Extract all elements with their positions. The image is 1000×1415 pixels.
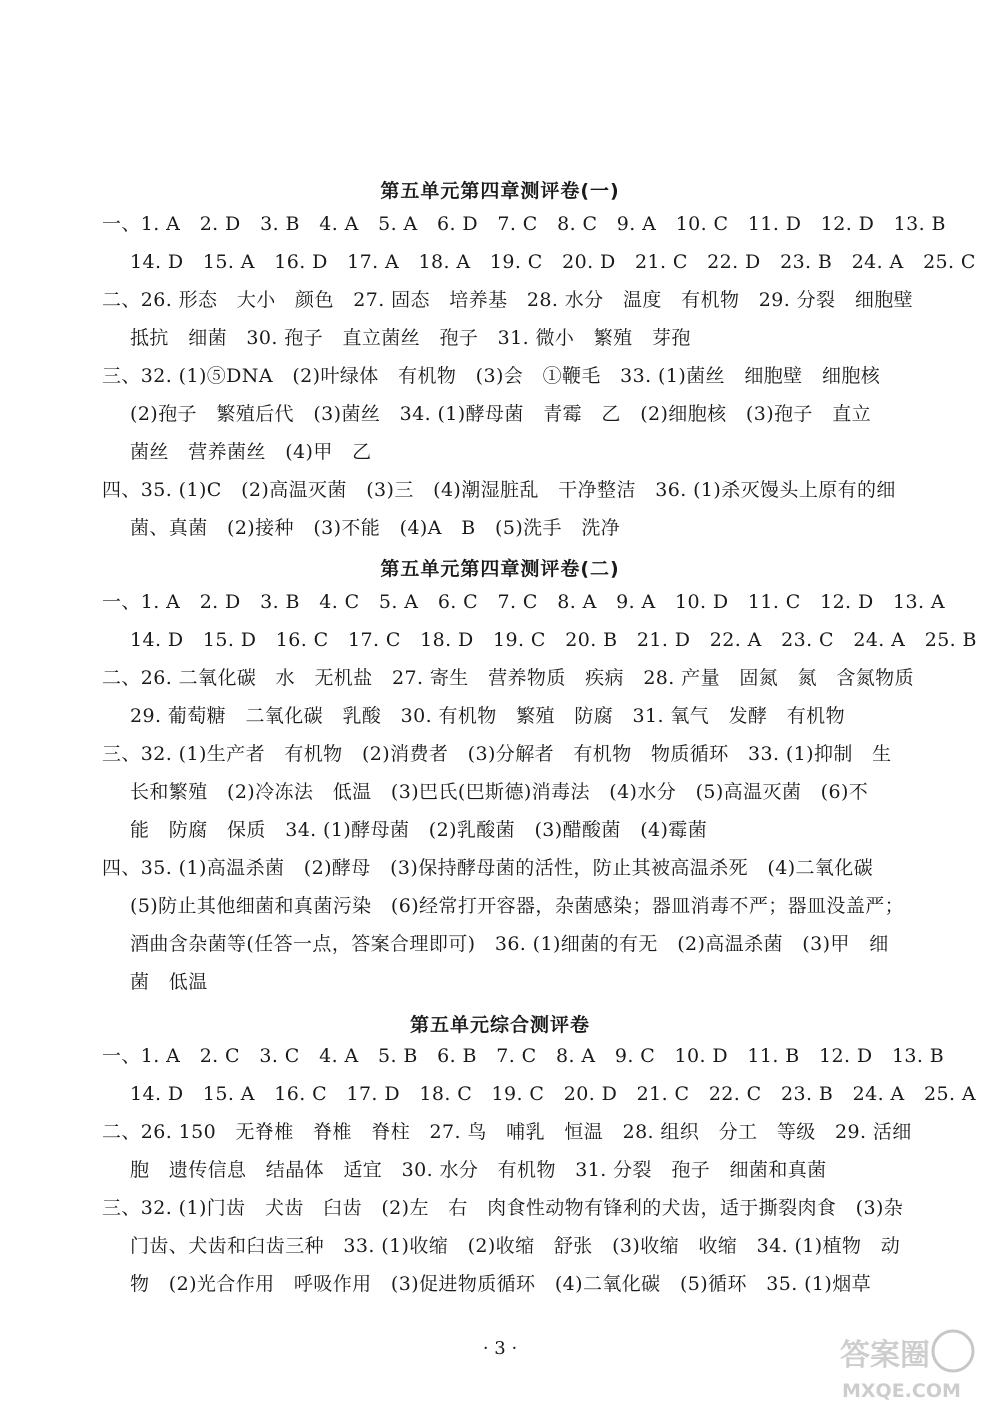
section-2-line-2: 14. D 15. D 16. C 17. C 18. D 19. C 20. B 21. D 22. A 23. C 24. A 25. B bbox=[130, 629, 977, 651]
section-3-line-6: 门齿、犬齿和臼齿三种 33. (1)收缩 (2)收缩 舒张 (3)收缩 收缩 34. (1)植物 动 bbox=[130, 1235, 901, 1257]
section-2-line-1: 一、1. A 2. D 3. B 4. C 5. A 6. C 7. C 8. A 9. A 10. D 11. C 12. D 13. A bbox=[102, 591, 945, 613]
section-3-line-3: 二、26. 150 无脊椎 脊椎 脊柱 27. 鸟 哺乳 恒温 28. 组织 分工 等级 29. 活细 bbox=[102, 1121, 912, 1143]
section-2-line-8: 四、35. (1)高温杀菌 (2)酵母 (3)保持酵母菌的活性，防止其被高温杀死 (4)二氧化碳 bbox=[102, 857, 874, 879]
section-3-line-7: 物 (2)光合作用 呼吸作用 (3)促进物质循环 (4)二氧化碳 (5)循环 35. (1)烟草 bbox=[130, 1273, 872, 1295]
section-1-line-9: 菌、真菌 (2)接种 (3)不能 (4)A B (5)洗手 洗净 bbox=[130, 517, 621, 539]
section-1-line-5: 三、32. (1)⑤DNA (2)叶绿体 有机物 (3)会 ①鞭毛 33. (1)菌丝 细胞壁 细胞核 bbox=[102, 365, 881, 387]
section-1-line-1: 一、1. A 2. D 3. B 4. A 5. A 6. D 7. C 8. C 9. A 10. C 11. D 12. D 13. B bbox=[102, 213, 946, 235]
section-2-line-7: 能 防腐 保质 34. (1)酵母菌 (2)乳酸菌 (3)醋酸菌 (4)霉菌 bbox=[130, 819, 708, 841]
section-1-line-8: 四、35. (1)C (2)高温灭菌 (3)三 (4)潮湿脏乱 干净整洁 36. (1)杀灭馒头上原有的细 bbox=[102, 479, 896, 501]
watermark-logo bbox=[832, 1327, 982, 1405]
section-2-line-3: 二、26. 二氧化碳 水 无机盐 27. 寄生 营养物质 疾病 28. 产量 固氮 氮 含氮物质 bbox=[102, 667, 914, 689]
section-3-line-1: 一、1. A 2. C 3. C 4. A 5. B 6. B 7. C 8. A 9. C 10. D 11. B 12. D 13. B bbox=[102, 1045, 945, 1067]
section-2-line-6: 长和繁殖 (2)冷冻法 低温 (3)巴氏(巴斯德)消毒法 (4)水分 (5)高温灭菌 (6)不 bbox=[130, 781, 869, 803]
section-2-line-11: 菌 低温 bbox=[130, 971, 208, 993]
section-3-line-4: 胞 遗传信息 结晶体 适宜 30. 水分 有机物 31. 分裂 孢子 细菌和真菌 bbox=[130, 1159, 827, 1181]
section-1-line-2: 14. D 15. A 16. D 17. A 18. A 19. C 20. D 21. C 22. D 23. B 24. A 25. C bbox=[130, 251, 976, 273]
section-2-line-4: 29. 葡萄糖 二氧化碳 乳酸 30. 有机物 繁殖 防腐 31. 氧气 发酵 有机物 bbox=[130, 705, 845, 727]
section-1-line-4: 抵抗 细菌 30. 孢子 直立菌丝 孢子 31. 微小 繁殖 芽孢 bbox=[130, 327, 691, 349]
section-3-line-5: 三、32. (1)门齿 犬齿 臼齿 (2)左 右 肉食性动物有锋利的犬齿，适于撕裂肉食 (3)杂 bbox=[102, 1197, 904, 1219]
section-1-line-7: 菌丝 营养菌丝 (4)甲 乙 bbox=[130, 441, 372, 463]
section-2-line-5: 三、32. (1)生产者 有机物 (2)消费者 (3)分解者 有机物 物质循环 33. (1)抑制 生 bbox=[102, 743, 892, 765]
section-1-line-6: (2)孢子 繁殖后代 (3)菌丝 34. (1)酵母菌 青霉 乙 (2)细胞核 (3)孢子 直立 bbox=[130, 403, 872, 425]
section-1-line-3: 二、26. 形态 大小 颜色 27. 固态 培养基 28. 水分 温度 有机物 29. 分裂 细胞壁 bbox=[102, 289, 914, 311]
section-title-1: 第五单元第四章测评卷(一) bbox=[380, 180, 620, 202]
section-title-2: 第五单元第四章测评卷(二) bbox=[380, 558, 620, 580]
page-number: · 3 · bbox=[482, 1338, 518, 1359]
section-2-line-10: 酒曲含杂菌等(任答一点，答案合理即可) 36. (1)细菌的有无 (2)高温杀菌 (3)甲 细 bbox=[130, 933, 889, 955]
section-3-line-2: 14. D 15. A 16. C 17. D 18. C 19. C 20. D 21. C 22. C 23. B 24. A 25. A bbox=[130, 1083, 976, 1105]
section-title-3: 第五单元综合测评卷 bbox=[409, 1014, 590, 1036]
watermark-bottom-text: MXQE.COM bbox=[842, 1380, 961, 1402]
section-2-line-9: (5)防止其他细菌和真菌污染 (6)经常打开容器，杂菌感染；器皿消毒不严；器皿没盖严； bbox=[130, 895, 905, 917]
watermark-top-text: 答案圈 bbox=[840, 1338, 930, 1373]
